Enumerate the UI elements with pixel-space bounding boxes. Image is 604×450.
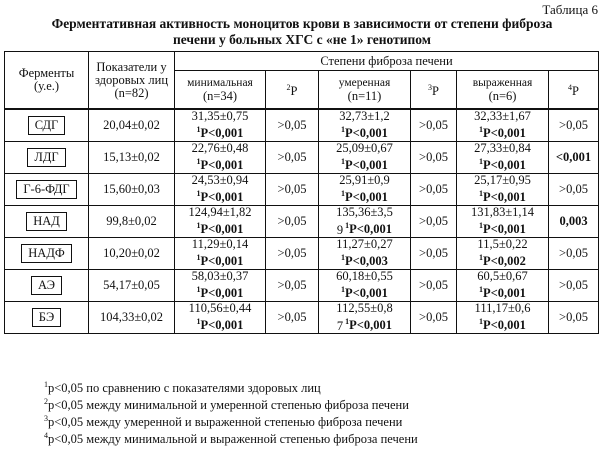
footnote-1: $^1$p<0,05 по сравнению с показателями здоровых лиц <box>44 380 321 396</box>
header-marked: выраженная (n=6) <box>457 71 549 110</box>
p3-value: >0,05 <box>411 142 457 174</box>
marked-value: 27,33±0,84 $^1$P<0,001 <box>457 142 549 174</box>
header-moderate: умеренная (n=11) <box>319 71 411 110</box>
healthy-value: 99,8±0,02 <box>89 206 175 238</box>
moderate-value: 32,73±1,2 $^1$P<0,001 <box>319 109 411 142</box>
header-p2: $^2$P <box>266 71 319 110</box>
moderate-value: 25,91±0,9 $^1$P<0,001 <box>319 174 411 206</box>
minimal-value: 11,29±0,14 $^1$P<0,001 <box>175 238 266 270</box>
header-p4: $^4$P <box>549 71 599 110</box>
p3-value: >0,05 <box>411 206 457 238</box>
enzyme-name: НАД <box>5 206 89 238</box>
enzyme-name: АЭ <box>5 270 89 302</box>
header-fibrosis: Степени фиброза печени <box>175 52 599 71</box>
p2-value: >0,05 <box>266 174 319 206</box>
minimal-value: 22,76±0,48 $^1$P<0,001 <box>175 142 266 174</box>
p4-value: <0,001 <box>549 142 599 174</box>
p2-value: >0,05 <box>266 206 319 238</box>
minimal-value: 110,56±0,44 $^1$P<0,001 <box>175 302 266 334</box>
header-enzymes: Ферменты (у.е.) <box>5 52 89 110</box>
header-healthy: Показатели у здоровых лиц (n=82) <box>89 52 175 110</box>
enzyme-activity-table <box>4 51 599 334</box>
moderate-value: 11,27±0,27 $^1$P<0,003 <box>319 238 411 270</box>
marked-value: 131,83±1,14 $^1$P<0,001 <box>457 206 549 238</box>
header-minimal: минимальная (n=34) <box>175 71 266 110</box>
enzyme-name: БЭ <box>5 302 89 334</box>
healthy-value: 15,13±0,02 <box>89 142 175 174</box>
enzyme-name: СДГ <box>5 109 89 142</box>
table-row <box>5 109 599 142</box>
table-row <box>5 302 599 334</box>
p4-value: >0,05 <box>549 174 599 206</box>
p3-value: >0,05 <box>411 109 457 142</box>
moderate-value: 112,55±0,8 7 $^1$P<0,001 <box>319 302 411 334</box>
minimal-value: 31,35±0,75 $^1$P<0,001 <box>175 109 266 142</box>
p2-value: >0,05 <box>266 142 319 174</box>
table-title-line2: печени у больных ХГС с «не 1» генотипом <box>173 32 431 47</box>
header-p3: $^3$P <box>411 71 457 110</box>
table-row <box>5 142 599 174</box>
minimal-value: 124,94±1,82 $^1$P<0,001 <box>175 206 266 238</box>
p4-value: >0,05 <box>549 109 599 142</box>
minimal-value: 24,53±0,94 $^1$P<0,001 <box>175 174 266 206</box>
footnote-2: $^2$p<0,05 между минимальной и умеренной степенью фиброза печени <box>44 397 409 413</box>
table-title-line1: Ферментативная активность моноцитов крови в зависимости от степени фиброза <box>51 16 553 31</box>
p2-value: >0,05 <box>266 109 319 142</box>
healthy-value: 15,60±0,03 <box>89 174 175 206</box>
p2-value: >0,05 <box>266 270 319 302</box>
table-row <box>5 270 599 302</box>
marked-value: 25,17±0,95 $^1$P<0,001 <box>457 174 549 206</box>
footnote-4: $^4$p<0,05 между минимальной и выраженной степенью фиброза печени <box>44 431 418 447</box>
healthy-value: 20,04±0,02 <box>89 109 175 142</box>
moderate-value: 25,09±0,67 $^1$P<0,001 <box>319 142 411 174</box>
marked-value: 111,17±0,6 $^1$P<0,001 <box>457 302 549 334</box>
enzyme-name: Г-6-ФДГ <box>5 174 89 206</box>
p3-value: >0,05 <box>411 238 457 270</box>
p4-value: 0,003 <box>549 206 599 238</box>
table-row <box>5 238 599 270</box>
moderate-value: 135,36±3,5 9 $^1$P<0,001 <box>319 206 411 238</box>
p2-value: >0,05 <box>266 238 319 270</box>
p3-value: >0,05 <box>411 270 457 302</box>
table-number: Таблица 6 <box>542 2 598 17</box>
marked-value: 60,5±0,67 $^1$P<0,001 <box>457 270 549 302</box>
p4-value: >0,05 <box>549 238 599 270</box>
enzyme-name: НАДФ <box>5 238 89 270</box>
minimal-value: 58,03±0,37 $^1$P<0,001 <box>175 270 266 302</box>
enzyme-name: ЛДГ <box>5 142 89 174</box>
p4-value: >0,05 <box>549 270 599 302</box>
table-row <box>5 174 599 206</box>
moderate-value: 60,18±0,55 $^1$P<0,001 <box>319 270 411 302</box>
footnote-3: $^3$p<0,05 между умеренной и выраженной степенью фиброза печени <box>44 414 403 430</box>
healthy-value: 10,20±0,02 <box>89 238 175 270</box>
marked-value: 32,33±1,67 $^1$P<0,001 <box>457 109 549 142</box>
healthy-value: 54,17±0,05 <box>89 270 175 302</box>
marked-value: 11,5±0,22 $^1$P<0,002 <box>457 238 549 270</box>
p3-value: >0,05 <box>411 302 457 334</box>
p4-value: >0,05 <box>549 302 599 334</box>
healthy-value: 104,33±0,02 <box>89 302 175 334</box>
p3-value: >0,05 <box>411 174 457 206</box>
p2-value: >0,05 <box>266 302 319 334</box>
table-row <box>5 206 599 238</box>
